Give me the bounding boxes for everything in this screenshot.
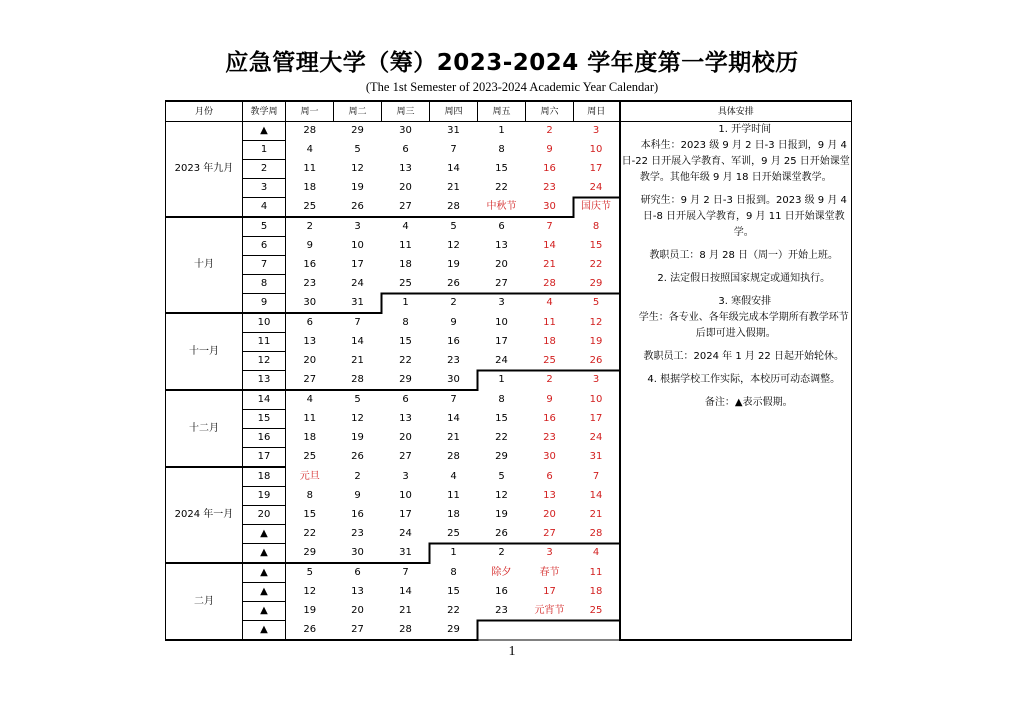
day-cell: 18: [543, 336, 556, 347]
day-cell: 15: [495, 163, 508, 174]
day-cell: 22: [303, 528, 317, 539]
day-cell: 26: [351, 451, 364, 463]
day-cell: 12: [351, 163, 364, 174]
day-cell: 29: [399, 374, 412, 386]
day-cell: 24: [589, 182, 603, 193]
day-cell: 13: [495, 240, 508, 251]
day-cell: 30: [303, 297, 317, 309]
day-cell: 24: [399, 528, 412, 539]
month-label: 二月: [166, 563, 243, 640]
day-cell: 7: [450, 393, 457, 405]
day-cell: 28: [589, 528, 603, 539]
header-plan: 具体安排: [620, 101, 852, 122]
day-cell: 10: [399, 490, 412, 501]
day-cell: 12: [351, 413, 364, 424]
notes-remark: 备注：▲表示假期。: [704, 397, 793, 408]
day-cell: 14: [543, 240, 556, 251]
day-cell: 2: [450, 297, 457, 309]
day-cell: 14: [399, 586, 412, 597]
day-cell: 18: [447, 509, 460, 520]
day-cell: 3: [592, 125, 600, 137]
day-cell: 2: [306, 220, 313, 232]
day-cell: 16: [543, 413, 556, 424]
holiday-cell: 春节: [539, 566, 560, 578]
teaching-week-cell: ▲: [243, 602, 286, 621]
teaching-week-cell: ▲: [243, 544, 286, 564]
day-cell: 21: [399, 605, 412, 616]
day-cell: 1: [498, 125, 505, 137]
day-cell: 9: [546, 393, 553, 405]
day-cell: 12: [447, 240, 460, 251]
day-cell: 8: [450, 566, 457, 578]
day-cell: 9: [546, 144, 553, 155]
teaching-week-cell: ▲: [243, 621, 286, 641]
holiday-cell: 国庆节: [581, 201, 611, 213]
day-cell: 23: [447, 355, 460, 366]
day-cell: 20: [543, 509, 556, 520]
teaching-week-cell: 6: [243, 237, 286, 256]
teaching-week-cell: ▲: [243, 563, 286, 583]
day-cell: 1: [402, 297, 409, 309]
header-sat: 周六: [526, 101, 574, 122]
day-cell: 2: [546, 374, 553, 386]
day-cell: 26: [351, 201, 364, 213]
month-label: 2024 年一月: [166, 467, 243, 563]
day-cell: 29: [351, 125, 364, 137]
teaching-week-cell: ▲: [243, 122, 286, 141]
day-cell: 17: [351, 259, 364, 270]
teaching-week-cell: 15: [243, 410, 286, 429]
holiday-cell: 除夕: [491, 566, 512, 578]
month-label: 2023 年九月: [166, 122, 243, 218]
header-week: 教学周: [243, 101, 286, 122]
day-cell: 11: [399, 240, 412, 251]
day-cell: 5: [354, 393, 361, 405]
day-cell: 19: [447, 259, 460, 270]
teaching-week-cell: 14: [243, 390, 286, 410]
schedule-notes: [620, 122, 852, 641]
day-cell: 25: [447, 528, 460, 539]
day-cell: 14: [447, 163, 460, 174]
day-cell: 25: [589, 605, 603, 616]
day-cell: 4: [306, 393, 313, 405]
notes-section-2: 2. 法定假日按照国家规定或通知执行。: [657, 273, 831, 284]
teaching-week-cell: 17: [243, 448, 286, 468]
day-cell: 26: [447, 278, 460, 289]
header-fri: 周五: [478, 101, 526, 122]
day-cell: 27: [543, 528, 556, 539]
day-cell: 11: [447, 490, 460, 501]
holiday-cell: 元旦: [299, 470, 320, 482]
day-cell: 27: [495, 278, 508, 289]
day-cell: 12: [495, 490, 508, 501]
day-cell: 7: [450, 144, 457, 155]
day-cell: 25: [399, 278, 412, 289]
day-cell: 21: [351, 355, 364, 366]
day-cell: 21: [589, 509, 603, 520]
day-cell: 30: [399, 125, 412, 137]
day-cell: 5: [592, 297, 600, 309]
day-cell: 28: [543, 278, 556, 289]
day-cell: 14: [447, 413, 460, 424]
day-cell: 20: [351, 605, 364, 616]
day-cell: 25: [303, 201, 317, 213]
day-cell: 27: [303, 374, 317, 386]
teaching-week-cell: 5: [243, 217, 286, 237]
week-row: [166, 122, 852, 141]
day-cell: 6: [306, 316, 313, 328]
day-cell: 1: [450, 547, 457, 559]
teaching-week-cell: 4: [243, 198, 286, 218]
teaching-week-cell: 9: [243, 294, 286, 314]
holiday-cell: 元宵节: [534, 605, 565, 616]
day-cell: 2: [546, 125, 553, 137]
day-cell: 3: [354, 220, 361, 232]
teaching-week-cell: 13: [243, 371, 286, 391]
day-cell: 23: [495, 605, 508, 616]
day-cell: 28: [351, 374, 364, 386]
day-cell: 13: [351, 586, 364, 597]
holiday-cell: 中秋节: [486, 201, 517, 213]
day-cell: 10: [589, 144, 603, 155]
day-cell: 8: [402, 316, 409, 328]
day-cell: 12: [303, 586, 317, 597]
day-cell: 29: [495, 451, 508, 463]
day-cell: 23: [543, 182, 556, 193]
day-cell: 3: [546, 547, 553, 559]
day-cell: 15: [589, 240, 603, 251]
notes-section-3-title: 3. 寒假安排: [718, 296, 772, 307]
day-cell: 2: [498, 547, 505, 559]
day-cell: 15: [303, 509, 317, 520]
day-cell: 11: [303, 163, 317, 174]
day-cell: 7: [354, 316, 361, 328]
day-cell: 12: [589, 316, 603, 328]
day-cell: 4: [592, 547, 600, 559]
day-cell: 5: [450, 220, 457, 232]
day-cell: 21: [447, 432, 460, 443]
day-cell: 21: [543, 259, 556, 270]
day-cell: 22: [589, 259, 603, 270]
day-cell: [478, 621, 526, 641]
day-cell: 16: [303, 259, 317, 270]
day-cell: 20: [495, 259, 508, 270]
day-cell: 13: [543, 490, 556, 501]
day-cell: 3: [498, 297, 505, 309]
day-cell: 8: [592, 220, 600, 232]
day-cell: 19: [303, 605, 317, 616]
month-label: 十二月: [166, 390, 243, 467]
day-cell: 18: [399, 259, 412, 270]
day-cell: 11: [589, 566, 603, 578]
day-cell: 21: [447, 182, 460, 193]
day-cell: 20: [399, 182, 412, 193]
day-cell: 28: [303, 125, 317, 137]
day-cell: 9: [450, 316, 457, 328]
day-cell: 22: [495, 432, 508, 443]
day-cell: 1: [498, 374, 505, 386]
day-cell: 22: [399, 355, 412, 366]
day-cell: 7: [592, 470, 600, 482]
day-cell: 23: [303, 278, 317, 289]
teaching-week-cell: 20: [243, 506, 286, 525]
day-cell: 19: [351, 432, 364, 443]
day-cell: 29: [447, 624, 460, 636]
day-cell: 10: [495, 316, 508, 328]
day-cell: 29: [303, 547, 317, 559]
day-cell: 31: [351, 297, 364, 309]
day-cell: 17: [589, 163, 603, 174]
day-cell: 6: [546, 470, 553, 482]
day-cell: 13: [399, 163, 412, 174]
teaching-week-cell: 18: [243, 467, 286, 487]
day-cell: 18: [303, 432, 317, 443]
day-cell: 10: [351, 240, 364, 251]
header-row: [166, 101, 852, 122]
day-cell: 20: [303, 355, 317, 366]
day-cell: 23: [543, 432, 556, 443]
day-cell: 8: [498, 144, 505, 155]
day-cell: 22: [447, 605, 460, 616]
notes-staff-break: 教职员工：2024 年 1 月 22 日起开始轮休。: [643, 351, 844, 362]
day-cell: 27: [399, 451, 412, 463]
teaching-week-cell: ▲: [243, 525, 286, 544]
day-cell: 19: [351, 182, 364, 193]
day-cell: 22: [495, 182, 508, 193]
header-wed: 周三: [382, 101, 430, 122]
page-subtitle: (The 1st Semester of 2023-2024 Academic Year Calendar): [365, 80, 659, 94]
day-cell: 15: [399, 336, 412, 347]
day-cell: 9: [354, 490, 361, 501]
header-sun: 周日: [574, 101, 620, 122]
day-cell: 13: [399, 413, 412, 424]
day-cell: 5: [306, 566, 313, 578]
day-cell: 6: [354, 566, 361, 578]
notes-postgrad: 研究生：9 月 2 日-3 日报到。2023 级 9 月 4 日-8 日开展入学教育，9 月 11 日开始课堂教学。: [640, 195, 847, 238]
day-cell: 7: [402, 566, 409, 578]
calendar-body: [166, 122, 852, 641]
teaching-week-cell: 7: [243, 256, 286, 275]
day-cell: 31: [399, 547, 412, 559]
notes-staff-start: 教职员工：8 月 28 日（周一）开始上班。: [649, 250, 839, 261]
notes-section-4: 4. 根据学校工作实际，本校历可动态调整。: [647, 374, 841, 385]
day-cell: 4: [546, 297, 553, 309]
day-cell: 4: [450, 470, 457, 482]
day-cell: 28: [399, 624, 412, 636]
day-cell: 19: [589, 336, 603, 347]
day-cell: 8: [306, 490, 313, 501]
day-cell: 4: [402, 220, 409, 232]
day-cell: 5: [498, 470, 505, 482]
day-cell: 30: [447, 374, 460, 386]
teaching-week-cell: 10: [243, 313, 286, 333]
day-cell: 19: [495, 509, 508, 520]
day-cell: 14: [351, 336, 364, 347]
day-cell: 2: [354, 470, 361, 482]
day-cell: 4: [306, 144, 313, 155]
day-cell: 3: [402, 470, 409, 482]
day-cell: 28: [447, 451, 460, 463]
day-cell: 15: [447, 586, 460, 597]
day-cell: 25: [303, 451, 317, 463]
page-title: 应急管理大学（筹）2023-2024 学年度第一学期校历: [225, 50, 799, 76]
month-label: 十一月: [166, 313, 243, 390]
day-cell: 16: [543, 163, 556, 174]
teaching-week-cell: 11: [243, 333, 286, 352]
teaching-week-cell: 12: [243, 352, 286, 371]
teaching-week-cell: 1: [243, 141, 286, 160]
day-cell: 18: [303, 182, 317, 193]
day-cell: 24: [351, 278, 364, 289]
day-cell: 11: [543, 316, 556, 328]
day-cell: 6: [402, 393, 409, 405]
day-cell: 16: [447, 336, 460, 347]
day-cell: 24: [495, 355, 508, 366]
day-cell: 20: [399, 432, 412, 443]
day-cell: 25: [543, 355, 556, 366]
day-cell: 27: [399, 201, 412, 213]
day-cell: 26: [589, 355, 603, 366]
day-cell: 31: [589, 451, 603, 463]
day-cell: 26: [495, 528, 508, 539]
day-cell: 8: [498, 393, 505, 405]
day-cell: 16: [495, 586, 508, 597]
header-thu: 周四: [430, 101, 478, 122]
header-month: 月份: [166, 101, 243, 122]
day-cell: 7: [546, 220, 553, 232]
day-cell: 17: [399, 509, 412, 520]
page-number: 1: [508, 644, 516, 659]
day-cell: 18: [589, 586, 603, 597]
day-cell: 29: [589, 278, 603, 289]
day-cell: [526, 621, 574, 641]
day-cell: 23: [351, 528, 364, 539]
day-cell: 17: [495, 336, 508, 347]
notes-students-break: 学生：各专业、各年级完成本学期所有教学环节后即可进入假期。: [638, 312, 849, 339]
teaching-week-cell: 8: [243, 275, 286, 294]
day-cell: 6: [402, 144, 409, 155]
day-cell: 14: [589, 490, 603, 501]
day-cell: [574, 621, 620, 641]
day-cell: 31: [447, 125, 460, 137]
teaching-week-cell: 2: [243, 160, 286, 179]
day-cell: 24: [589, 432, 603, 443]
teaching-week-cell: 19: [243, 487, 286, 506]
teaching-week-cell: 3: [243, 179, 286, 198]
day-cell: 3: [592, 374, 600, 386]
day-cell: 27: [351, 624, 364, 636]
day-cell: 17: [543, 586, 556, 597]
day-cell: 28: [447, 201, 460, 213]
day-cell: 26: [303, 624, 317, 636]
notes-section-1-title: 1. 开学时间: [718, 124, 772, 135]
day-cell: 30: [351, 547, 364, 559]
teaching-week-cell: 16: [243, 429, 286, 448]
day-cell: 5: [354, 144, 361, 155]
header-mon: 周一: [286, 101, 334, 122]
month-label: 十月: [166, 217, 243, 313]
teaching-week-cell: ▲: [243, 583, 286, 602]
day-cell: 15: [495, 413, 508, 424]
day-cell: 30: [543, 451, 556, 463]
notes-undergrad: 本科生：2023 级 9 月 2 日-3 日报到，9 月 4 日-22 日开展入学教育、军训，9 月 25 日开始课堂教学。其他年级 9 月 18 日开始课堂教学。: [621, 140, 850, 183]
day-cell: 10: [589, 393, 603, 405]
header-tue: 周二: [334, 101, 382, 122]
day-cell: 16: [351, 509, 364, 520]
day-cell: 11: [303, 413, 317, 424]
calendar-table: [165, 100, 852, 641]
day-cell: 17: [589, 413, 603, 424]
day-cell: 9: [306, 240, 313, 251]
day-cell: 6: [498, 220, 505, 232]
day-cell: 30: [543, 201, 556, 213]
day-cell: 13: [303, 336, 317, 347]
